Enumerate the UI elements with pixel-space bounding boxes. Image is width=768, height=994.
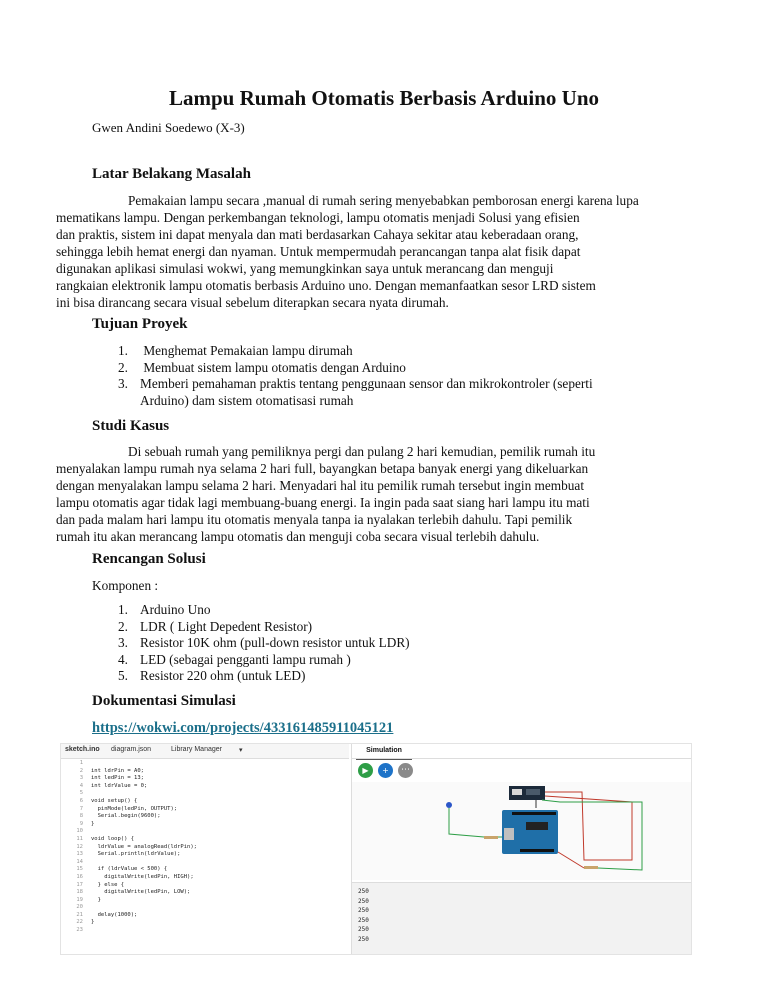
code-line (91, 859, 197, 867)
paragraph-latar-belakang (56, 192, 684, 311)
code-line (91, 904, 197, 912)
line-number: 4 (79, 782, 83, 789)
code-content[interactable] (91, 760, 197, 935)
heading-tujuan-proyek: Tujuan Proyek (92, 316, 188, 332)
serial-monitor (352, 882, 692, 955)
serial-line: 250 (358, 935, 369, 943)
author-line: Gwen Andini Soedewo (X-3) (92, 120, 245, 135)
code-line: pinMode(ledPin, OUTPUT); (91, 805, 178, 812)
text-line: Pemakaian lampu secara ,manual di rumah sering menyebabkan pemborosan energi karena lupa (128, 193, 639, 208)
text-line: lampu otomatis agar tidak lagi membuang-buang energi. Ia ingin pada saat siang hari lampu itu mati (56, 495, 590, 510)
usb-port (504, 828, 514, 840)
list-item: 3. Memberi pemahaman praktis tentang penggunaan sensor dan mikrokontroler (seperti (118, 376, 593, 391)
more-options-button[interactable]: ⋯ (398, 763, 413, 778)
line-number: 19 (76, 896, 83, 903)
line-number: 18 (76, 889, 83, 896)
circuit-diagram (352, 782, 692, 880)
code-line: int ldrValue = 0; (91, 782, 148, 789)
tab-diagram-json[interactable]: diagram.json (111, 746, 152, 753)
ldr-sensor (512, 789, 522, 795)
line-number: 22 (76, 919, 83, 926)
list-item: 5. Resistor 220 ohm (untuk LED) (118, 668, 306, 683)
code-line: digitalWrite(ledPin, LOW); (91, 889, 191, 896)
simulation-panel (351, 744, 692, 954)
list-item: Arduino) dam sistem otomatisasi rumah (140, 392, 354, 408)
line-number: 3 (79, 775, 83, 782)
code-line (91, 790, 197, 798)
line-number: 23 (76, 927, 83, 934)
text-line: mematikans lampu. Dengan perkembangan teknologi, lampu otomatis menjadi Solusi yang efisien (56, 210, 580, 225)
serial-line: 250 (358, 888, 369, 895)
text-line: dan pada malam hari lampu itu otomatis menyala tanpa ia nyalakan terlebih dahulu. Tapi pemilik (56, 512, 573, 527)
serial-line: 250 (358, 926, 369, 934)
text-line: rumah itu akan merancang lampu otomatis dan menguji coba secara visual terlebih dahulu. (56, 529, 540, 544)
line-number: 17 (76, 881, 83, 888)
tab-simulation[interactable]: Simulation (356, 744, 412, 760)
list-item: 3. Resistor 10K ohm (pull-down resistor untuk LDR) (118, 635, 410, 650)
line-number: 20 (76, 904, 83, 911)
analog-header (520, 849, 554, 852)
document-title: Lampu Rumah Otomatis Berbasis Arduino Uno (169, 86, 599, 110)
line-number: 15 (76, 866, 83, 873)
line-number: 7 (79, 805, 83, 812)
code-line: digitalWrite(ledPin, HIGH); (91, 873, 194, 880)
text-line: ini bisa dirancang secara visual sebelum diterapkan secara nyata dirumah. (56, 295, 449, 310)
text-line: dengan menyalakan lampu selama 2 hari. Menyadari hal itu pemilik rumah tersebut ingin membuat (56, 478, 585, 493)
list-item: 2. Membuat sistem lampu otomatis dengan Arduino (118, 359, 406, 375)
line-number: 8 (79, 813, 83, 820)
serial-line: 250 (358, 916, 369, 924)
code-line (91, 760, 197, 768)
serial-line: 250 (358, 897, 369, 905)
line-number: 2 (79, 767, 83, 774)
code-line: } else { (91, 881, 125, 888)
resistor-10k (584, 866, 598, 869)
line-number: 6 (79, 797, 83, 804)
code-line: void setup() { (91, 797, 138, 804)
list-item: 2. LDR ( Light Depedent Resistor) (118, 618, 313, 634)
serial-output (358, 887, 369, 945)
tab-sketch-ino[interactable]: sketch.ino (65, 746, 100, 753)
code-line: int ledPin = 13; (91, 775, 144, 782)
heading-rencangan-solusi: Rencangan Solusi (92, 551, 206, 567)
line-number: 11 (76, 835, 83, 842)
wokwi-project-link[interactable]: https://wokwi.com/projects/433161485911045121 (92, 720, 394, 736)
line-number: 1 (79, 760, 83, 766)
line-number: 10 (76, 828, 83, 835)
line-number: 9 (79, 820, 83, 827)
list-item: 4. LED (sebagai pengganti lampu rumah ) (118, 651, 351, 667)
add-part-button[interactable]: + (378, 763, 393, 778)
heading-studi-kasus: Studi Kasus (92, 418, 170, 434)
line-number: 16 (76, 873, 83, 880)
code-line: delay(1000); (91, 911, 138, 918)
ldr-module-pins (526, 789, 540, 795)
editor-tab-bar (61, 744, 349, 759)
komponen-list (92, 602, 692, 685)
line-number: 13 (76, 851, 83, 858)
wokwi-screenshot (60, 743, 692, 955)
code-line: if (ldrValue < 500) { (91, 866, 168, 873)
play-button[interactable]: ▶ (358, 763, 373, 778)
resistor-220 (484, 836, 498, 839)
text-line: sehingga lebih hemat energi dan nyaman. Untuk mempermudah perancangan tanpa alat fisik dapat (56, 244, 581, 259)
digital-header (512, 812, 556, 815)
line-number: 5 (79, 790, 83, 797)
wire-led (449, 808, 484, 837)
code-line: } (91, 820, 95, 827)
code-line: int ldrPin = A0; (91, 767, 144, 774)
tujuan-list (92, 343, 692, 409)
code-line: } (91, 896, 101, 903)
chevron-down-icon[interactable]: ▾ (239, 747, 243, 754)
text-line: digunakan aplikasi simulasi wokwi, yang memungkinkan saya untuk merancang dan menguji (56, 261, 554, 276)
microcontroller-chip (526, 822, 548, 830)
paragraph-studi-kasus (56, 443, 684, 545)
code-line: Serial.begin(9600); (91, 813, 161, 820)
code-line: } (91, 919, 95, 926)
code-editor-panel (61, 744, 349, 954)
text-line: menyalakan lampu rumah nya selama 2 hari full, bayangkan betapa banyak energi yang dikeluarkan (56, 461, 589, 476)
line-number: 21 (76, 911, 83, 918)
heading-dokumentasi-simulasi: Dokumentasi Simulasi (92, 693, 236, 709)
led-lamp (446, 802, 452, 808)
line-number: 14 (76, 858, 83, 865)
heading-latar-belakang: Latar Belakang Masalah (92, 166, 251, 182)
wire-a0 (558, 852, 584, 868)
serial-line: 250 (358, 907, 369, 915)
sim-divider (352, 758, 692, 759)
code-line: Serial.println(ldrValue); (91, 851, 181, 858)
code-line: void loop() { (91, 835, 135, 842)
code-line (91, 927, 197, 935)
list-item: 1. Menghemat Pemakaian lampu dirumah (118, 343, 353, 358)
code-line: ldrValue = analogRead(ldrPin); (91, 843, 197, 850)
code-line (91, 828, 197, 836)
line-number-gutter (61, 760, 83, 935)
text-line: rangkaian elektronik lampu otomatis berbasis Arduino uno. Dengan memanfaatkan sesor LRD sistem (56, 278, 596, 293)
text-line: Di sebuah rumah yang pemiliknya pergi dan pulang 2 hari kemudian, pemilik rumah itu (128, 444, 596, 459)
komponen-label: Komponen : (92, 578, 159, 593)
line-number: 12 (76, 843, 83, 850)
tab-library-manager[interactable]: Library Manager (171, 746, 222, 753)
list-item: 1. Arduino Uno (118, 602, 211, 617)
circuit-canvas[interactable] (352, 782, 692, 880)
text-line: dan praktis, sistem ini dapat menyala dan mati berdasarkan Cahaya sekitar atau keberadaan orang, (56, 227, 579, 242)
